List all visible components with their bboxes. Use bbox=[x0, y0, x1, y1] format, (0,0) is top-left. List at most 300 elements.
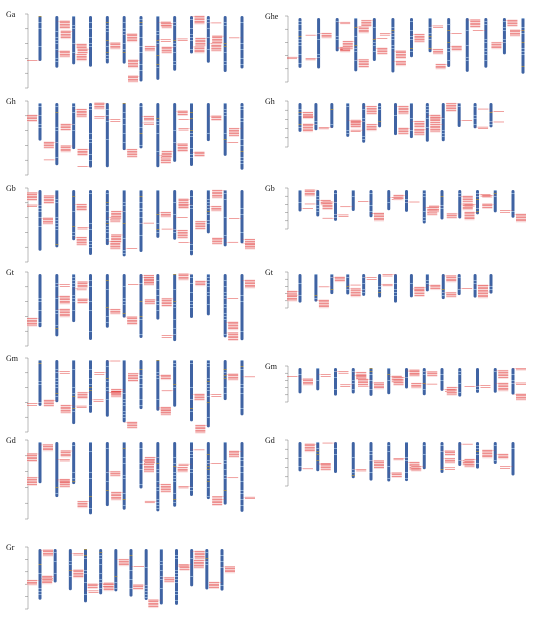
chromosome-band bbox=[299, 190, 302, 191]
chromosome-band bbox=[123, 190, 126, 191]
chromosome-band bbox=[89, 106, 92, 107]
chromosome-bar bbox=[466, 18, 469, 72]
chromosome-bar bbox=[490, 103, 493, 127]
gene-label-group bbox=[40, 217, 53, 224]
chromosome-band bbox=[123, 205, 126, 206]
chromosome-band bbox=[55, 298, 58, 299]
gene-label-group bbox=[195, 38, 208, 47]
panel-Gm bbox=[6, 354, 255, 434]
chromosome bbox=[145, 442, 171, 511]
chromosome-band bbox=[299, 127, 302, 128]
chromosome-band bbox=[224, 378, 227, 379]
chromosome bbox=[123, 16, 138, 64]
chromosome-band bbox=[224, 199, 227, 200]
chromosome-band bbox=[39, 402, 42, 403]
chromosome-band bbox=[69, 561, 72, 562]
chromosome-band bbox=[173, 289, 176, 290]
gene-label-group bbox=[398, 127, 411, 134]
chromosome-bar bbox=[123, 103, 126, 150]
chromosome-band bbox=[512, 193, 515, 194]
chromosome-band bbox=[314, 295, 317, 296]
chromosome-band bbox=[484, 51, 487, 52]
chromosome-band bbox=[190, 130, 193, 131]
chromosome-band bbox=[123, 238, 126, 239]
chromosome bbox=[55, 274, 70, 336]
chromosome-band bbox=[346, 106, 349, 107]
panel-title: Gt bbox=[265, 268, 273, 277]
gene-label-group bbox=[57, 459, 70, 461]
chromosome-band bbox=[173, 319, 176, 320]
chromosome-band bbox=[207, 205, 210, 206]
chromosome-band bbox=[89, 109, 92, 110]
chromosome-band bbox=[173, 301, 176, 302]
gene-label-group bbox=[57, 308, 70, 317]
gene-label-group bbox=[145, 457, 158, 464]
chromosome-band bbox=[106, 139, 109, 140]
chromosome-bar bbox=[156, 16, 159, 80]
chromosome-band bbox=[123, 22, 126, 23]
chromosome-bar bbox=[72, 16, 75, 64]
chromosome-band bbox=[123, 118, 126, 119]
gene-label-group bbox=[148, 599, 161, 608]
gene-label-group bbox=[430, 117, 443, 124]
gene-label-group bbox=[209, 582, 222, 589]
chromosome-band bbox=[370, 368, 373, 369]
chromosome-band bbox=[476, 463, 479, 464]
chromosome-band bbox=[55, 244, 58, 245]
chromosome-band bbox=[299, 109, 302, 110]
chromosome-band bbox=[140, 316, 143, 317]
chromosome-band bbox=[173, 307, 176, 308]
gene-label-group bbox=[427, 284, 440, 290]
chromosome-band bbox=[387, 466, 390, 467]
gene-label-group bbox=[78, 501, 91, 508]
gene-label-group bbox=[212, 35, 225, 44]
chromosome-band bbox=[484, 42, 487, 43]
chromosome-band bbox=[474, 124, 477, 125]
chromosome bbox=[123, 103, 138, 158]
chromosome-band bbox=[89, 193, 92, 194]
gene-label-group bbox=[175, 230, 188, 239]
chromosome-band bbox=[370, 374, 373, 375]
chromosome-band bbox=[207, 366, 210, 367]
gene-label-group bbox=[162, 23, 175, 29]
chromosome-band bbox=[224, 375, 227, 376]
chromosome-band bbox=[72, 103, 75, 104]
chromosome-band bbox=[145, 597, 148, 598]
chromosome-band bbox=[494, 460, 497, 461]
chromosome-band bbox=[522, 42, 525, 43]
chromosome bbox=[241, 274, 256, 340]
chromosome-band bbox=[370, 371, 373, 372]
gene-label-group bbox=[323, 201, 336, 210]
chromosome-band bbox=[241, 214, 244, 215]
chromosome-band bbox=[484, 54, 487, 55]
chromosome-band bbox=[405, 442, 408, 443]
chromosome-band bbox=[316, 196, 319, 197]
chromosome-band bbox=[370, 380, 373, 381]
chromosome-band bbox=[352, 196, 355, 197]
chromosome-band bbox=[224, 46, 227, 47]
chromosome-band bbox=[394, 292, 397, 293]
chromosome bbox=[128, 360, 143, 409]
chromosome-band bbox=[39, 298, 42, 299]
gene-label-group bbox=[27, 192, 40, 201]
chromosome-band bbox=[55, 220, 58, 221]
chromosome-band bbox=[207, 478, 210, 479]
chromosome bbox=[156, 190, 171, 238]
chromosome-band bbox=[405, 472, 408, 473]
gene-label-group bbox=[78, 392, 91, 399]
gene-label-group bbox=[27, 404, 40, 406]
chromosome-band bbox=[55, 31, 58, 32]
chromosome-band bbox=[224, 109, 227, 110]
chromosome-band bbox=[140, 369, 143, 370]
chromosome-band bbox=[123, 202, 126, 203]
chromosome-band bbox=[173, 475, 176, 476]
chromosome-band bbox=[106, 211, 109, 212]
gene-label-group bbox=[442, 450, 455, 456]
gene-label-group bbox=[332, 276, 345, 282]
chromosome-band bbox=[391, 39, 394, 40]
chromosome bbox=[358, 190, 384, 221]
chromosome-band bbox=[224, 22, 227, 23]
chromosome-band bbox=[106, 58, 109, 59]
chromosome-band bbox=[378, 106, 381, 107]
gene-label-group bbox=[394, 377, 407, 386]
gene-label-group bbox=[175, 467, 188, 473]
chromosome-band bbox=[55, 190, 58, 191]
chromosome-band bbox=[299, 202, 302, 203]
gene-label-group bbox=[91, 400, 104, 402]
chromosome-band bbox=[207, 19, 210, 20]
gene-label-group bbox=[128, 75, 141, 82]
chromosome-band bbox=[190, 360, 193, 361]
chromosome-band bbox=[55, 106, 58, 107]
chromosome-band bbox=[175, 579, 178, 580]
chromosome-band bbox=[334, 217, 337, 218]
chromosome-band bbox=[490, 112, 493, 113]
chromosome-band bbox=[99, 588, 102, 589]
chromosome-band bbox=[106, 289, 109, 290]
chromosome-band bbox=[224, 463, 227, 464]
chromosome-band bbox=[190, 118, 193, 119]
chromosome-band bbox=[106, 202, 109, 203]
chromosome-band bbox=[522, 54, 525, 55]
gene-label-group bbox=[383, 274, 396, 276]
chromosome-band bbox=[123, 457, 126, 458]
chromosome bbox=[458, 274, 473, 295]
chromosome-band bbox=[241, 64, 244, 65]
chromosome-band bbox=[522, 27, 525, 28]
chromosome-band bbox=[387, 478, 390, 479]
chromosome-band bbox=[299, 30, 302, 31]
chromosome-band bbox=[190, 34, 193, 35]
gene-label-group bbox=[467, 19, 480, 28]
chromosome-band bbox=[207, 384, 210, 385]
chromosome-bar bbox=[370, 368, 373, 396]
chromosome-band bbox=[241, 301, 244, 302]
gene-label-group bbox=[495, 454, 508, 460]
gene-label-group bbox=[88, 583, 101, 589]
chromosome-band bbox=[316, 460, 319, 461]
chromosome-band bbox=[224, 307, 227, 308]
chromosome-band bbox=[378, 292, 381, 293]
chromosome-band bbox=[352, 371, 355, 372]
chromosome-band bbox=[391, 48, 394, 49]
chromosome-band bbox=[156, 301, 159, 302]
gene-label-group bbox=[27, 205, 40, 207]
chromosome-bar bbox=[458, 190, 461, 218]
chromosome-band bbox=[387, 202, 390, 203]
chromosome bbox=[287, 274, 302, 303]
chromosome-bar bbox=[410, 103, 413, 138]
chromosome-band bbox=[207, 190, 210, 191]
chromosome-band bbox=[299, 112, 302, 113]
chromosome-band bbox=[175, 570, 178, 571]
chromosome-bar bbox=[405, 190, 408, 212]
chromosome-band bbox=[362, 289, 365, 290]
chromosome-band bbox=[423, 445, 426, 446]
chromosome-band bbox=[503, 39, 506, 40]
gene-label-group bbox=[57, 50, 70, 57]
chromosome-band bbox=[458, 289, 461, 290]
chromosome-bar bbox=[405, 368, 408, 388]
chromosome-band bbox=[224, 334, 227, 335]
chromosome-band bbox=[39, 106, 42, 107]
chromosome-band bbox=[106, 193, 109, 194]
chromosome bbox=[314, 274, 329, 308]
chromosome-band bbox=[72, 232, 75, 233]
chromosome-band bbox=[441, 196, 444, 197]
chromosome-bar bbox=[55, 190, 58, 247]
chromosome-band bbox=[156, 229, 159, 230]
chromosome-band bbox=[106, 472, 109, 473]
chromosome-band bbox=[224, 319, 227, 320]
chromosome-band bbox=[224, 475, 227, 476]
gene-label-group bbox=[513, 213, 526, 222]
chromosome-bar bbox=[352, 190, 355, 211]
chromosome-band bbox=[106, 366, 109, 367]
chromosome-band bbox=[55, 202, 58, 203]
gene-label-group bbox=[141, 116, 154, 122]
gene-label-group bbox=[364, 278, 377, 280]
chromosome bbox=[94, 360, 120, 417]
gene-label-group bbox=[318, 375, 331, 377]
chromosome-bar bbox=[314, 103, 317, 130]
gene-label-group bbox=[305, 189, 318, 196]
chromosome-band bbox=[160, 576, 163, 577]
gene-label-group bbox=[393, 60, 406, 66]
chromosome-band bbox=[207, 454, 210, 455]
chromosome-band bbox=[123, 405, 126, 406]
gene-label-group bbox=[364, 106, 377, 115]
gene-label-group bbox=[414, 128, 427, 135]
chromosome-band bbox=[241, 139, 244, 140]
chromosome-band bbox=[140, 301, 143, 302]
gene-label-group bbox=[61, 405, 74, 414]
chromosome-band bbox=[316, 211, 319, 212]
chromosome-band bbox=[299, 63, 302, 64]
chromosome-bar bbox=[106, 274, 109, 328]
gene-label-group bbox=[242, 242, 255, 249]
chromosome-band bbox=[106, 22, 109, 23]
chromosome-bar bbox=[69, 549, 72, 590]
chromosome-band bbox=[207, 487, 210, 488]
chromosome-band bbox=[241, 490, 244, 491]
chromosome-band bbox=[173, 130, 176, 131]
chromosome-band bbox=[72, 387, 75, 388]
chromosome-band bbox=[123, 52, 126, 53]
chromosome-bar bbox=[387, 190, 390, 210]
chromosome-band bbox=[39, 217, 42, 218]
chromosome-band bbox=[156, 487, 159, 488]
chromosome-bar bbox=[123, 16, 126, 64]
gene-label-group bbox=[407, 371, 420, 377]
chromosome-band bbox=[175, 555, 178, 556]
chromosome-band bbox=[207, 466, 210, 467]
chromosome bbox=[305, 442, 331, 471]
chromosome-band bbox=[352, 383, 355, 384]
chromosome-band bbox=[241, 151, 244, 152]
chromosome-band bbox=[175, 573, 178, 574]
chromosome-band bbox=[474, 289, 477, 290]
gene-label-group bbox=[424, 371, 437, 377]
chromosome-band bbox=[334, 389, 337, 390]
gene-label-group bbox=[192, 46, 205, 53]
chromosome-band bbox=[352, 472, 355, 473]
chromosome bbox=[229, 190, 255, 250]
chromosome-band bbox=[354, 51, 357, 52]
chromosome-band bbox=[410, 30, 413, 31]
chromosome-band bbox=[140, 19, 143, 20]
chromosome-band bbox=[224, 460, 227, 461]
chromosome-band bbox=[39, 22, 42, 23]
chromosome-band bbox=[354, 48, 357, 49]
chromosome-band bbox=[39, 127, 42, 128]
gene-label-group bbox=[465, 211, 478, 220]
chromosome-bar bbox=[394, 103, 397, 135]
chromosome-bar bbox=[299, 190, 302, 211]
gene-label-group bbox=[145, 46, 158, 52]
chromosome-band bbox=[494, 196, 497, 197]
chromosome-band bbox=[106, 40, 109, 41]
chromosome-band bbox=[241, 460, 244, 461]
gene-label-group bbox=[179, 464, 192, 466]
chromosome bbox=[224, 360, 239, 400]
gene-label-group bbox=[27, 477, 40, 486]
chromosome-band bbox=[89, 378, 92, 379]
chromosome bbox=[241, 360, 256, 415]
chromosome-band bbox=[314, 121, 317, 122]
chromosome-band bbox=[55, 49, 58, 50]
chromosome-bar bbox=[89, 274, 92, 340]
chromosome-band bbox=[458, 383, 461, 384]
gene-label-group bbox=[222, 566, 235, 573]
chromosome-band bbox=[207, 463, 210, 464]
chromosome-bar bbox=[314, 274, 317, 302]
gene-label-group bbox=[162, 298, 175, 307]
chromosome-band bbox=[123, 133, 126, 134]
scale-ruler bbox=[285, 366, 288, 402]
chromosome-band bbox=[140, 399, 143, 400]
chromosome-band bbox=[72, 478, 75, 479]
chromosome-band bbox=[441, 445, 444, 446]
scale-ruler bbox=[285, 272, 288, 308]
chromosome bbox=[61, 103, 87, 152]
chromosome-band bbox=[346, 289, 349, 290]
chromosome-band bbox=[447, 60, 450, 61]
chromosome-band bbox=[55, 310, 58, 311]
chromosome-band bbox=[89, 310, 92, 311]
chromosome-band bbox=[55, 393, 58, 394]
chromosome-band bbox=[130, 588, 133, 589]
chromosome-band bbox=[429, 39, 432, 40]
chromosome-band bbox=[173, 22, 176, 23]
gene-label-group bbox=[351, 130, 364, 132]
chromosome-band bbox=[373, 39, 376, 40]
chromosome bbox=[410, 274, 425, 297]
panel-Gh2 bbox=[265, 97, 504, 147]
chromosome-band bbox=[207, 460, 210, 461]
gene-label-group bbox=[74, 237, 87, 246]
chromosome-band bbox=[190, 399, 193, 400]
chromosome-band bbox=[72, 196, 75, 197]
chromosome-band bbox=[224, 133, 227, 134]
chromosome-band bbox=[441, 205, 444, 206]
chromosome-band bbox=[241, 43, 244, 44]
chromosome-band bbox=[140, 145, 143, 146]
gene-label-group bbox=[482, 449, 495, 458]
chromosome-bar bbox=[54, 549, 57, 583]
chromosome-band bbox=[476, 445, 479, 446]
panel-Gd2 bbox=[265, 436, 515, 486]
chromosome-bar bbox=[106, 103, 109, 167]
chromosome-band bbox=[39, 573, 42, 574]
chromosome-band bbox=[423, 217, 426, 218]
chromosome-band bbox=[72, 360, 75, 361]
chromosome-band bbox=[156, 490, 159, 491]
chromosome-bar bbox=[72, 103, 75, 149]
chromosome-band bbox=[89, 496, 92, 497]
chromosome-band bbox=[522, 51, 525, 52]
gene-label-group bbox=[101, 582, 114, 591]
chromosome-band bbox=[241, 331, 244, 332]
chromosome bbox=[441, 442, 456, 473]
chromosome-band bbox=[190, 411, 193, 412]
chromosome-band bbox=[123, 393, 126, 394]
gene-label-group bbox=[478, 285, 491, 292]
scale-ruler bbox=[25, 101, 28, 175]
chromosome-band bbox=[207, 49, 210, 50]
chromosome-band bbox=[156, 55, 159, 56]
gene-label-group bbox=[229, 128, 242, 137]
chromosome-band bbox=[410, 103, 413, 104]
gene-label-group bbox=[175, 39, 188, 41]
chromosome bbox=[84, 549, 99, 602]
chromosome-bar bbox=[405, 442, 408, 481]
chromosome-band bbox=[391, 27, 394, 28]
chromosome-band bbox=[466, 45, 469, 46]
chromosome-band bbox=[207, 378, 210, 379]
chromosome-bar bbox=[39, 360, 42, 406]
chromosome-band bbox=[156, 232, 159, 233]
chromosome-band bbox=[190, 154, 193, 155]
chromosome-band bbox=[160, 579, 163, 580]
chromosome-band bbox=[106, 280, 109, 281]
chromosome-band bbox=[522, 48, 525, 49]
chromosome-bar bbox=[426, 103, 429, 142]
